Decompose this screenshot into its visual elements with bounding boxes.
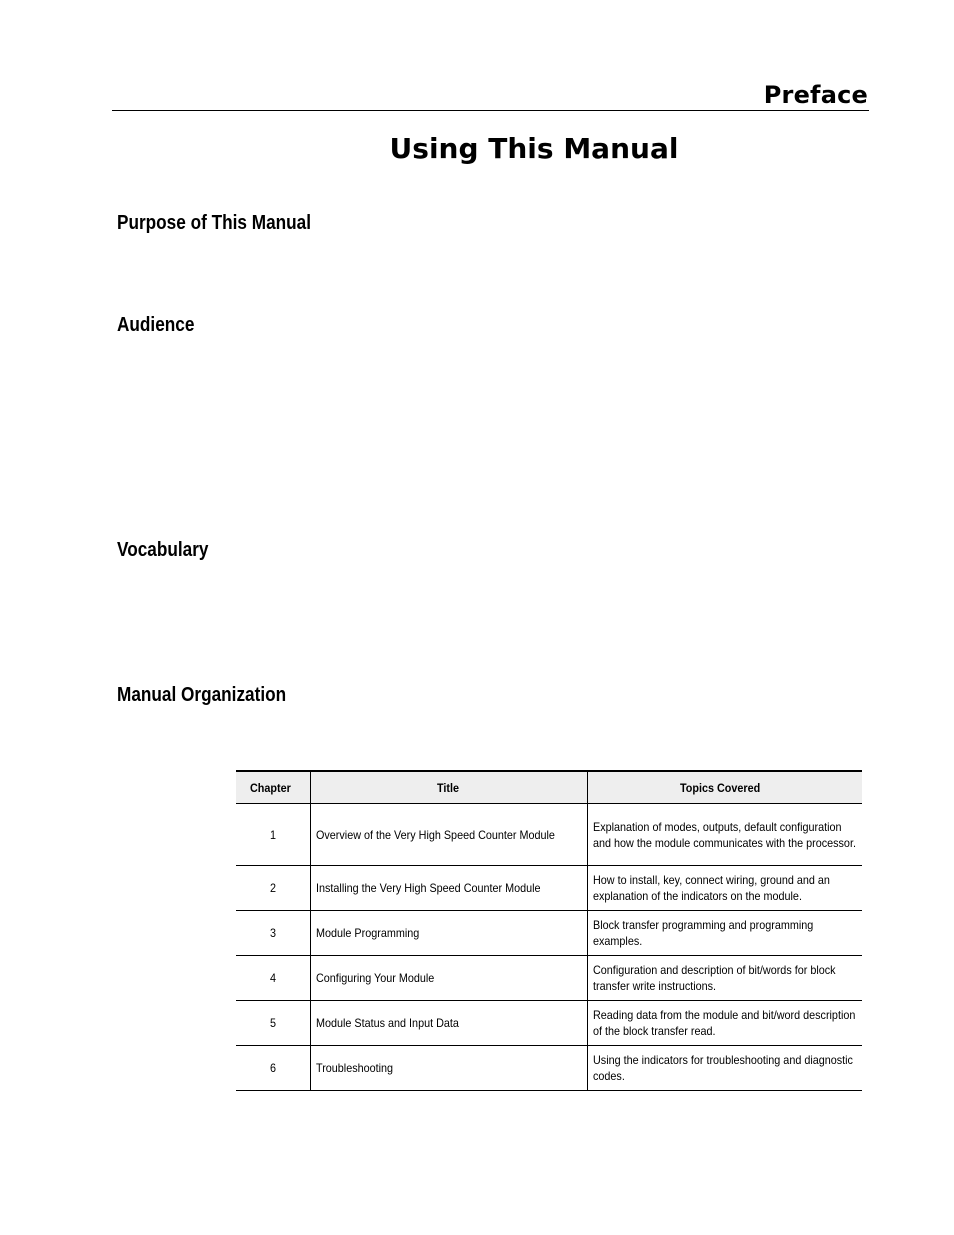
cell-topics: Reading data from the module and bit/word description of the block transfer read. xyxy=(587,1001,862,1046)
table-row xyxy=(236,1046,862,1091)
heading-purpose: Purpose of This Manual xyxy=(117,212,311,234)
heading-audience: Audience xyxy=(117,314,195,336)
table-row xyxy=(236,911,862,956)
heading-manual-organization: Manual Organization xyxy=(117,684,287,706)
cell-topics: How to install, key, connect wiring, ground and an explanation of the indicators on the module. xyxy=(587,866,862,911)
header-topics: Topics Covered xyxy=(587,771,862,804)
cell-chapter: 4 xyxy=(236,956,311,1001)
table-row xyxy=(236,1001,862,1046)
table-row xyxy=(236,804,862,866)
cell-topics: Configuration and description of bit/words for block transfer write instructions. xyxy=(587,956,862,1001)
cell-title: Configuring Your Module xyxy=(311,956,588,1001)
cell-chapter: 5 xyxy=(236,1001,311,1046)
header-chapter: Chapter xyxy=(236,771,311,804)
section-label: Preface xyxy=(763,81,868,109)
table-row xyxy=(236,866,862,911)
cell-title: Module Status and Input Data xyxy=(311,1001,588,1046)
cell-chapter: 3 xyxy=(236,911,311,956)
heading-vocabulary: Vocabulary xyxy=(117,539,209,561)
cell-chapter: 1 xyxy=(236,804,311,866)
cell-title: Troubleshooting xyxy=(311,1046,588,1091)
cell-chapter: 2 xyxy=(236,866,311,911)
cell-chapter: 6 xyxy=(236,1046,311,1091)
cell-topics: Explanation of modes, outputs, default configuration and how the module communicates with the processor. xyxy=(587,804,862,866)
cell-title: Module Programming xyxy=(311,911,588,956)
header-title: Title xyxy=(311,771,588,804)
cell-topics: Block transfer programming and programming examples. xyxy=(587,911,862,956)
cell-title: Overview of the Very High Speed Counter Module xyxy=(311,804,588,866)
header-rule xyxy=(112,110,869,111)
chapter-table xyxy=(236,770,862,1091)
page-title: Using This Manual xyxy=(389,132,679,165)
cell-topics: Using the indicators for troubleshooting and diagnostic codes. xyxy=(587,1046,862,1091)
table-header-row xyxy=(236,771,862,804)
cell-title: Installing the Very High Speed Counter Module xyxy=(311,866,588,911)
table-row xyxy=(236,956,862,1001)
